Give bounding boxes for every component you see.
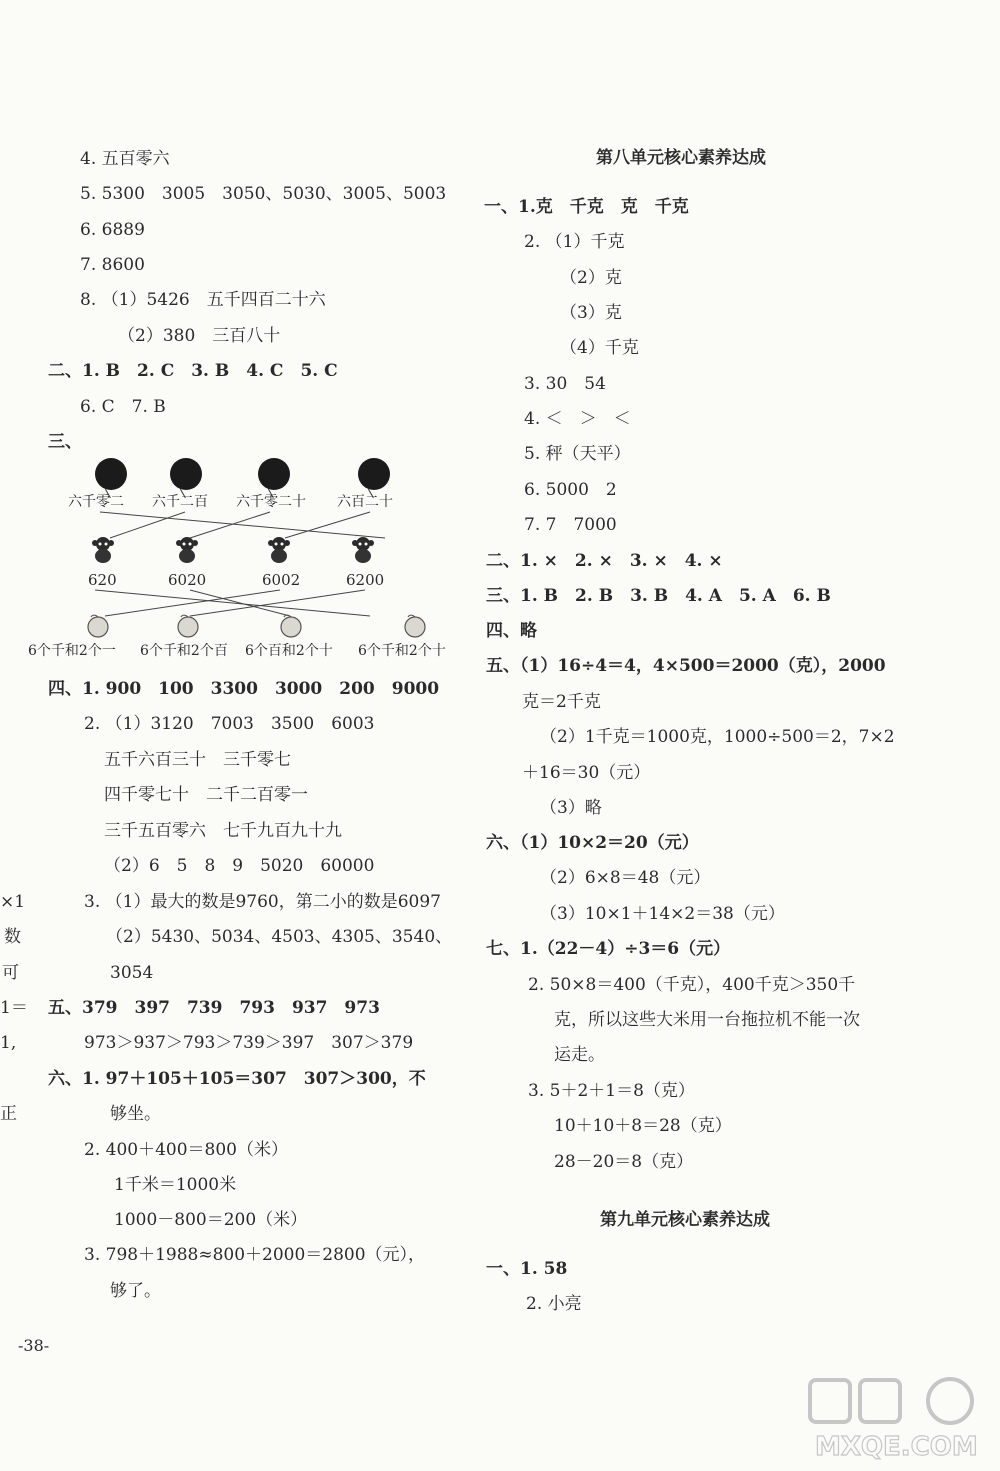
answer-line: 7. 7 7000 bbox=[524, 515, 617, 535]
matching-bottom-label: 6个千和2个百 bbox=[140, 643, 228, 659]
answer-line: ＋16＝30（元） bbox=[522, 763, 651, 783]
answer-line: 三、1. B 2. B 3. B 4. A 5. A 6. B bbox=[486, 586, 831, 606]
answer-line: 3. （1）最大的数是9760，第二小的数是6097 bbox=[84, 892, 441, 912]
answer-line: 4. 五百零六 bbox=[80, 149, 170, 169]
edge-fragment: 1, bbox=[0, 1033, 17, 1053]
answer-line: 五、379 397 739 793 937 973 bbox=[48, 998, 380, 1018]
answer-line: 7. 8600 bbox=[80, 255, 145, 275]
matching-bottom-label: 6个百和2个十 bbox=[245, 643, 333, 659]
edge-fragment: 正 bbox=[0, 1104, 17, 1124]
page-number: -38- bbox=[18, 1336, 50, 1355]
answer-line: 3054 bbox=[110, 963, 154, 983]
answer-line: 3. 30 54 bbox=[524, 374, 606, 394]
watermark-logo bbox=[805, 1375, 990, 1465]
answer-line: 六、（1）10×2＝20（元） bbox=[486, 833, 699, 853]
matching-top-label: 六千二百 bbox=[152, 494, 208, 510]
section-title: 第九单元核心素养达成 bbox=[600, 1210, 770, 1230]
matching-mid-label: 6020 bbox=[168, 571, 207, 589]
edge-fragment: ×1 bbox=[0, 892, 26, 912]
answer-line: 克，所以这些大米用一台拖拉机不能一次 bbox=[554, 1010, 860, 1030]
answer-line: 一、1. 58 bbox=[486, 1259, 568, 1279]
matching-mid-label: 6002 bbox=[262, 571, 301, 589]
answer-line: 6. 5000 2 bbox=[524, 480, 617, 500]
peach-icon bbox=[278, 612, 304, 638]
answer-line: 够坐。 bbox=[110, 1104, 161, 1124]
answer-line: （2）5430、5034、4503、4305、3540、 bbox=[106, 927, 453, 947]
answer-line: 2. 400＋400＝800（米） bbox=[84, 1140, 288, 1160]
answer-line: 二、1. B 2. C 3. B 4. C 5. C bbox=[48, 361, 338, 381]
answer-line: 1千米＝1000米 bbox=[114, 1175, 237, 1195]
answer-line: （3）10×1＋14×2＝38（元） bbox=[540, 904, 785, 924]
answer-line: 3. 798＋1988≈800＋2000＝2800（元）， bbox=[84, 1245, 426, 1265]
matching-top-label: 六千零二十 bbox=[236, 494, 306, 510]
answer-line: 三千五百零六 七千九百九十九 bbox=[104, 821, 342, 841]
answer-line: 973＞937＞793＞739＞397 307＞379 bbox=[84, 1033, 414, 1053]
answer-line: 2. （1）千克 bbox=[524, 232, 625, 252]
answer-line: 6. 6889 bbox=[80, 220, 145, 240]
matching-mid-label: 6200 bbox=[346, 571, 385, 589]
monkey-icon bbox=[88, 535, 118, 565]
matching-mid-label: 620 bbox=[88, 571, 117, 589]
monkey-icon bbox=[264, 535, 294, 565]
peach-icon bbox=[402, 612, 428, 638]
answer-line: 四千零七十 二千二百零一 bbox=[104, 785, 308, 805]
answer-line: 6. C 7. B bbox=[80, 397, 166, 417]
monkey-icon bbox=[348, 535, 378, 565]
answer-line: 五千六百三十 三千零七 bbox=[104, 750, 291, 770]
answer-line: 七、1.（22－4）÷3＝6（元） bbox=[486, 939, 731, 959]
section-title: 第八单元核心素养达成 bbox=[596, 148, 766, 168]
monkey-icon bbox=[172, 535, 202, 565]
answer-line: 1000－800＝200（米） bbox=[114, 1210, 308, 1230]
matching-lines-upper bbox=[0, 0, 480, 660]
answer-line: 8. （1）5426 五千四百二十六 bbox=[80, 290, 326, 310]
edge-fragment: 数 bbox=[4, 927, 21, 947]
answer-line: 2. 小亮 bbox=[526, 1294, 582, 1314]
matching-bottom-label: 6个千和2个一 bbox=[28, 643, 116, 659]
edge-fragment: 可 bbox=[2, 963, 19, 983]
answer-line: （3）略 bbox=[540, 798, 602, 818]
answer-line: （2）380 三百八十 bbox=[118, 326, 281, 346]
answer-line: 10＋10＋8＝28（克） bbox=[554, 1116, 732, 1136]
answer-line: 五、（1）16÷4＝4，4×500＝2000（克），2000 bbox=[486, 656, 886, 676]
peach-icon bbox=[85, 612, 111, 638]
matching-top-label: 六千零二 bbox=[68, 494, 124, 510]
matching-bottom-label: 6个千和2个十 bbox=[358, 643, 446, 659]
answer-line: （2）6×8＝48（元） bbox=[540, 868, 711, 888]
answer-line: 5. 秤（天平） bbox=[524, 444, 631, 464]
answer-line: 3. 5＋2＋1＝8（克） bbox=[528, 1081, 695, 1101]
answer-line: （2）1千克＝1000克，1000÷500＝2，7×2 bbox=[540, 727, 895, 747]
answer-line: （4）千克 bbox=[560, 338, 639, 358]
answer-line: 28－20＝8（克） bbox=[554, 1152, 694, 1172]
answer-line: 一、1.克 千克 克 千克 bbox=[484, 197, 689, 217]
section-label: 三、 bbox=[48, 432, 82, 452]
answer-line: 2. （1）3120 7003 3500 6003 bbox=[84, 714, 375, 734]
answer-line: （2）6 5 8 9 5020 60000 bbox=[104, 856, 375, 876]
answer-line: 4. ＜ ＞ ＜ bbox=[524, 409, 631, 429]
answer-line: （2）克 bbox=[560, 268, 622, 288]
matching-top-label: 六百二十 bbox=[337, 494, 393, 510]
answer-line: 运走。 bbox=[554, 1045, 605, 1065]
answer-line: 2. 50×8＝400（千克），400千克＞350千 bbox=[528, 975, 856, 995]
answer-line: 六、1. 97＋105＋105＝307 307＞300，不 bbox=[48, 1069, 426, 1089]
answer-line: 四、1. 900 100 3300 3000 200 9000 bbox=[48, 679, 440, 699]
answer-line: 5. 5300 3005 3050、5030、3005、5003 bbox=[80, 184, 447, 204]
edge-fragment: 1＝ bbox=[0, 998, 28, 1018]
answer-line: 二、1. × 2. × 3. × 4. × bbox=[486, 551, 723, 571]
answer-line: 克＝2千克 bbox=[522, 692, 601, 712]
answer-line: 四、略 bbox=[486, 621, 537, 641]
peach-icon bbox=[175, 612, 201, 638]
answer-line: （3）克 bbox=[560, 303, 622, 323]
watermark-text: MXQE.COM bbox=[815, 1432, 978, 1462]
answer-line: 够了。 bbox=[110, 1281, 161, 1301]
